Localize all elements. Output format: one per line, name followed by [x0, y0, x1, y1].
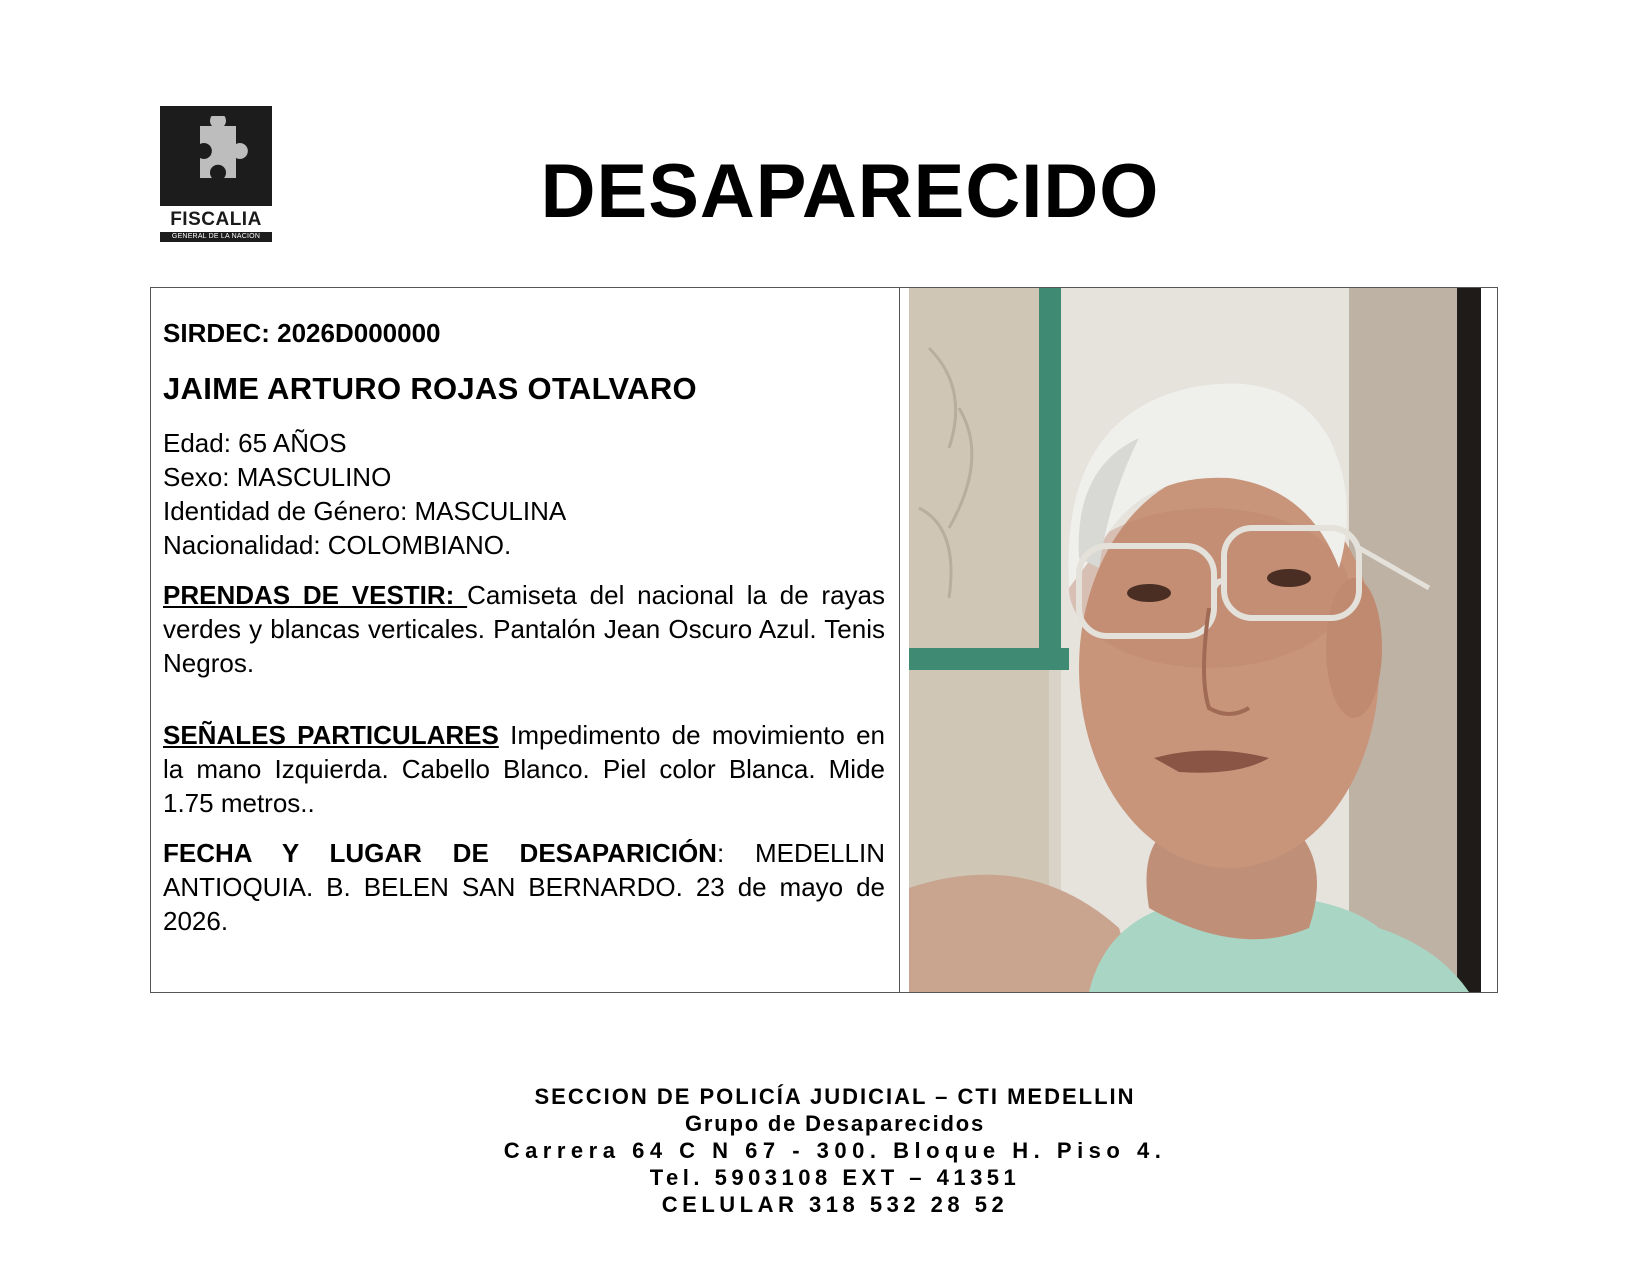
footer-phone: Tel. 5903108 EXT – 41351 — [649, 1165, 1021, 1190]
footer-contact — [0, 1083, 1650, 1218]
clothing-label: PRENDAS DE VESTIR: — [163, 580, 468, 610]
person-facts — [163, 426, 885, 562]
person-photo — [909, 288, 1481, 992]
person-card — [150, 287, 1498, 993]
fact-nationality: Nacionalidad: COLOMBIANO. — [163, 530, 512, 560]
page-title: DESAPARECIDO — [540, 149, 1160, 234]
footer-group: Grupo de Desaparecidos — [684, 1111, 985, 1136]
person-name: JAIME ARTURO ROJAS OTALVARO — [163, 371, 697, 406]
person-info — [163, 316, 885, 938]
footer-address: Carrera 64 C N 67 - 300. Bloque H. Piso 4. — [503, 1138, 1167, 1163]
marks-section — [163, 718, 885, 820]
clothing-text: Camiseta del nacional la de rayas verdes y blancas verticales. Pantalón Jean Oscuro Azul. Tenis Negros. — [163, 580, 885, 678]
clothing-section — [163, 578, 885, 680]
footer-mobile: CELULAR 318 532 28 52 — [661, 1192, 1009, 1217]
footer-section: SECCION DE POLICÍA JUDICIAL – CTI MEDELLIN — [534, 1084, 1136, 1109]
place-section — [163, 836, 885, 938]
logo-name: FISCALIA — [170, 209, 262, 230]
card-divider — [899, 288, 900, 992]
fact-gender-identity: Identidad de Género: MASCULINA — [163, 496, 567, 526]
sirdec-code: SIRDEC: 2026D000000 — [163, 318, 441, 348]
fact-age: Edad: 65 AÑOS — [163, 428, 347, 458]
marks-text: Impedimento de movimiento en la mano Izquierda. Cabello Blanco. Piel color Blanca. Mide 1.75 metros.. — [163, 720, 885, 818]
logo-subtitle: GENERAL DE LA NACION — [160, 232, 272, 242]
place-text: : MEDELLIN ANTIOQUIA. B. BELEN SAN BERNARDO. 23 de mayo de 2026. — [163, 838, 885, 936]
place-label: FECHA Y LUGAR DE DESAPARICIÓN — [163, 838, 717, 868]
marks-label: SEÑALES PARTICULARES — [163, 720, 499, 750]
fact-sex: Sexo: MASCULINO — [163, 462, 392, 492]
